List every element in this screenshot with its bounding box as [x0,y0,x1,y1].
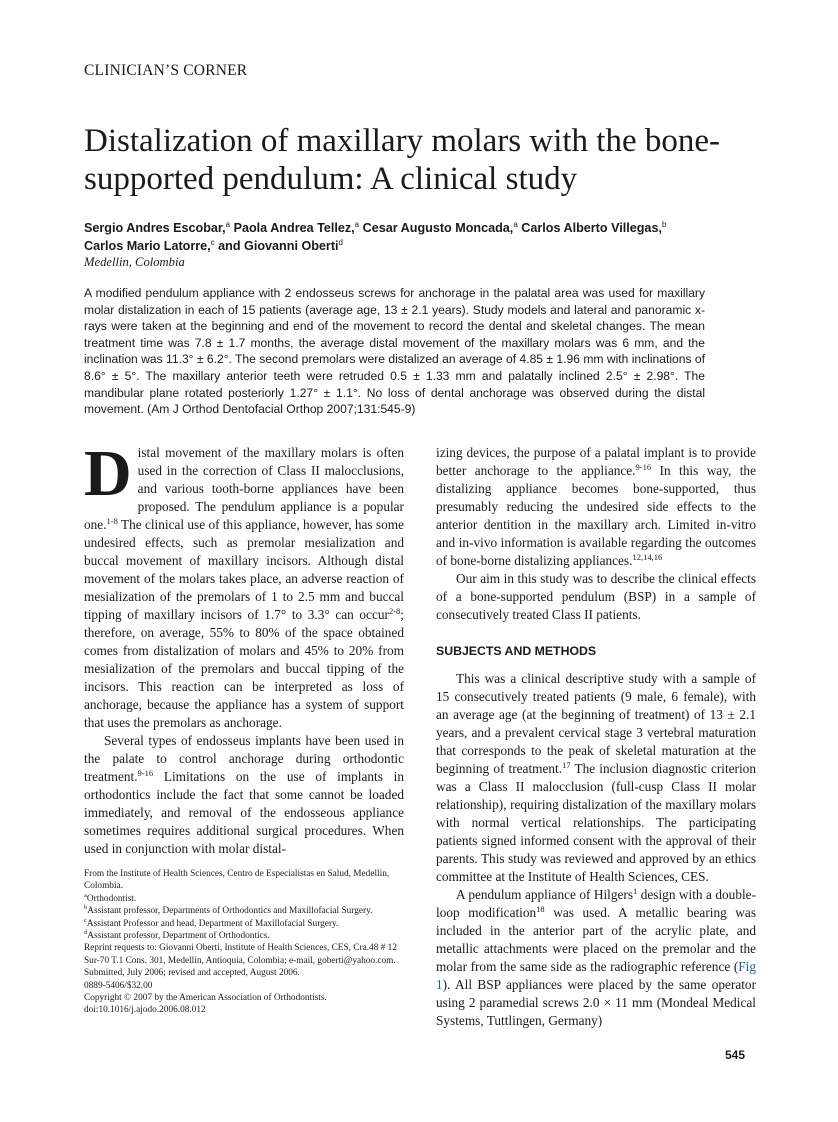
affiliation-mark: d [338,238,343,247]
section-label: CLINICIAN’S CORNER [84,62,248,79]
text-run: ; therefore, on average, 55% to 80% of the space obtained comes from distalization of molars and 45% to 20% from mesialization of the premolars and buccal tipping of the incisors. This reaction can be interpreted as loss of anchorage, because the appliance has a system of support that uses the premolars as anchorage. [84,607,404,730]
text-run: design with a double-loop modification [436,887,756,920]
body-column-right [436,444,756,1030]
affiliation-mark: b [661,220,667,229]
author-name: Paola Andrea Tellez, [233,221,355,235]
paragraph-aim: Our aim in this study was to describe the clinical effects of a bone-supported pendulum (BSP) in a sample of consecutively treated Class II patients. [436,571,756,622]
footnotes [84,868,406,1017]
text-run: The clinical use of this appliance, however, has some undesired effects, such as premolar mesialization and buccal movement of maxillary incisors. Although distal movement of the molars takes place, an adverse reaction of mesialization of the premolars of 1 to 2.5 mm and buccal tipping of maxillary incisors of 1.7° to 3.3° can occur [84,517,404,622]
author-name: Carlos Mario Latorre, [84,239,211,253]
citation: 1 [633,886,638,896]
citation: 1-8 [106,516,118,526]
footnote-d: $^d$Assistant professor, Department of Orthodontics. [84,929,270,942]
text-run: This was a clinical descriptive study with a sample of 15 consecutively treated patients (9 male, 6 female), with an average age (at the beginning of treatment) of 13 ± 2.1 years, and a prevalent cervical stage 3 vertebral maturation that corresponds to the peak of skeletal maturation at the beginning of treatment. [436,671,756,776]
text-run: Several types of endosseus implants have been used in the palate to control anchorage during orthodontic treatment. [84,733,404,784]
figure-link[interactable]: Fig 1 [436,959,756,992]
author-name: Cesar Augusto Moncada, [362,221,514,235]
drop-cap: D [84,437,132,510]
text-run: In this way, the distalizing appliance becomes bone-supported, thus presumably reducing the undesired side effects to the anterior dentition in the maxillary arch. Limited in-vitro and in-vivo information is available regarding the outcomes of bone-borne distalizing appliances. [436,463,756,568]
citation: 2-8 [388,606,401,616]
text-run: izing devices, the purpose of a palatal implant is to provide better anchorage to the appliance. [436,445,756,478]
author-name: and Giovanni Oberti [218,239,339,253]
citation: 18 [536,904,545,914]
affiliation-mark: c [210,238,215,247]
footnote-institution: From the Institute of Health Sciences, Centro de Especialistas en Salud, Medellin, Colombia. [84,869,390,892]
affiliation-mark: a [354,220,360,229]
text-run: istal movement of the maxillary molars is often used in the correction of Class II malocclusions, and various tooth-borne appliances have been proposed. The pendulum appliance is a popular one. [84,445,404,532]
affiliation-mark: a [225,220,231,229]
author-location: Medellin, Colombia [84,255,185,269]
section-heading: SUBJECTS AND METHODS [436,644,597,658]
page-number: 545 [725,1048,746,1062]
paragraph-subjects [436,670,756,886]
affiliation-mark: a [513,220,518,229]
text-run: was used. A metallic bearing was included in the anterior part of the acrylic plate, and metallic attachments were placed on the premolar and the molar from the same side as the radiographic reference ( [436,905,756,974]
text-run: Limitations on the use of implants in orthodontics include the fact that some cannot be loaded immediately, and removal of the endosseous appliance sometimes requires additional surgical procedures. When used in conjunction with molar distal- [84,769,404,856]
citation: 9-16 [635,462,652,472]
footnote-b: $^b$Assistant professor, Departments of Orthodontics and Maxillofacial Surgery. [84,904,373,917]
footnote-a: $^a$Orthodontist. [84,891,137,904]
text-run: The inclusion diagnostic criterion was a Class II malocclusion (full-cusp Class II molar relationship), requiring distalization of the maxillary molars with normal vertical relationships. The participating patients signed informed consent with the approval of their parents. This study was reviewed and approved by an ethics committee at the Institute of Health Sciences, CES. [436,761,756,884]
body-column-left [84,437,404,858]
text-run: A pendulum appliance of Hilgers [456,887,634,902]
footnote-copyright: Copyright © 2007 by the American Association of Orthodontists. [84,993,327,1004]
paragraph-introduction [84,437,404,732]
citation: 17 [562,760,571,770]
footnote-submitted: Submitted, July 2006; revised and accepted, August 2006. [84,968,300,979]
footnote-issn: 0889-5406/$32.00 [84,980,153,991]
paragraph-implants [84,732,404,858]
footnote-c: $^c$Assistant Professor and head, Department of Maxillofacial Surgery. [84,916,339,929]
text-run: ). All BSP appliances were placed by the same operator using 2 paramedial screws 2.0 × 11 mm (Mondeal Medical Systems, Tuttlingen, Germany) [436,977,756,1028]
article-title: Distalization of maxillary molars with the bone-supported pendulum: A clinical study [84,123,721,197]
citation: 12,14,16 [632,552,663,562]
author-list [84,219,744,255]
paragraph-implants-continued [436,444,756,570]
footnote-reprint: Reprint requests to: Giovanni Oberti, Institute of Health Sciences, CES, Cra.48 # 12 Sur-70 T.1 Cons. 301, Medellin, Antioquia, Colombia; e-mail, goberti@yahoo.com. [84,943,397,966]
paragraph-appliance [436,886,756,1030]
author-name: Carlos Alberto Villegas, [521,221,662,235]
abstract: A modified pendulum appliance with 2 endosseus screws for anchorage in the palatal area was used for maxillary molar distalization in each of 15 patients (average age, 13 ± 2.1 years). Study models and lateral and panoramic x-rays were taken at the beginning and end of the movement to record the dental and skeletal changes. The mean treatment time was 7.8 ± 1.7 months, the average distal movement of the maxillary molars was 6 mm, and the inclination was 11.3° ± 6.2°. The second premolars were distalized an average of 4.85 ± 1.96 mm with inclinations of 8.6° ± 5°. The maxillary anterior teeth were retruded 0.5 ± 1.33 mm and palatally inclined 2.5° ± 2.98°. The mandibular plane rotated posteriorly 1.27° ± 1.1°. No loss of dental anchorage was observed during the distal movement. (Am J Orthod Dentofacial Orthop 2007;131:545-9) [84,286,705,417]
citation: 9-16 [137,768,154,778]
author-name: Sergio Andres Escobar, [84,221,226,235]
footnote-doi: doi:10.1016/j.ajodo.2006.08.012 [84,1005,206,1016]
